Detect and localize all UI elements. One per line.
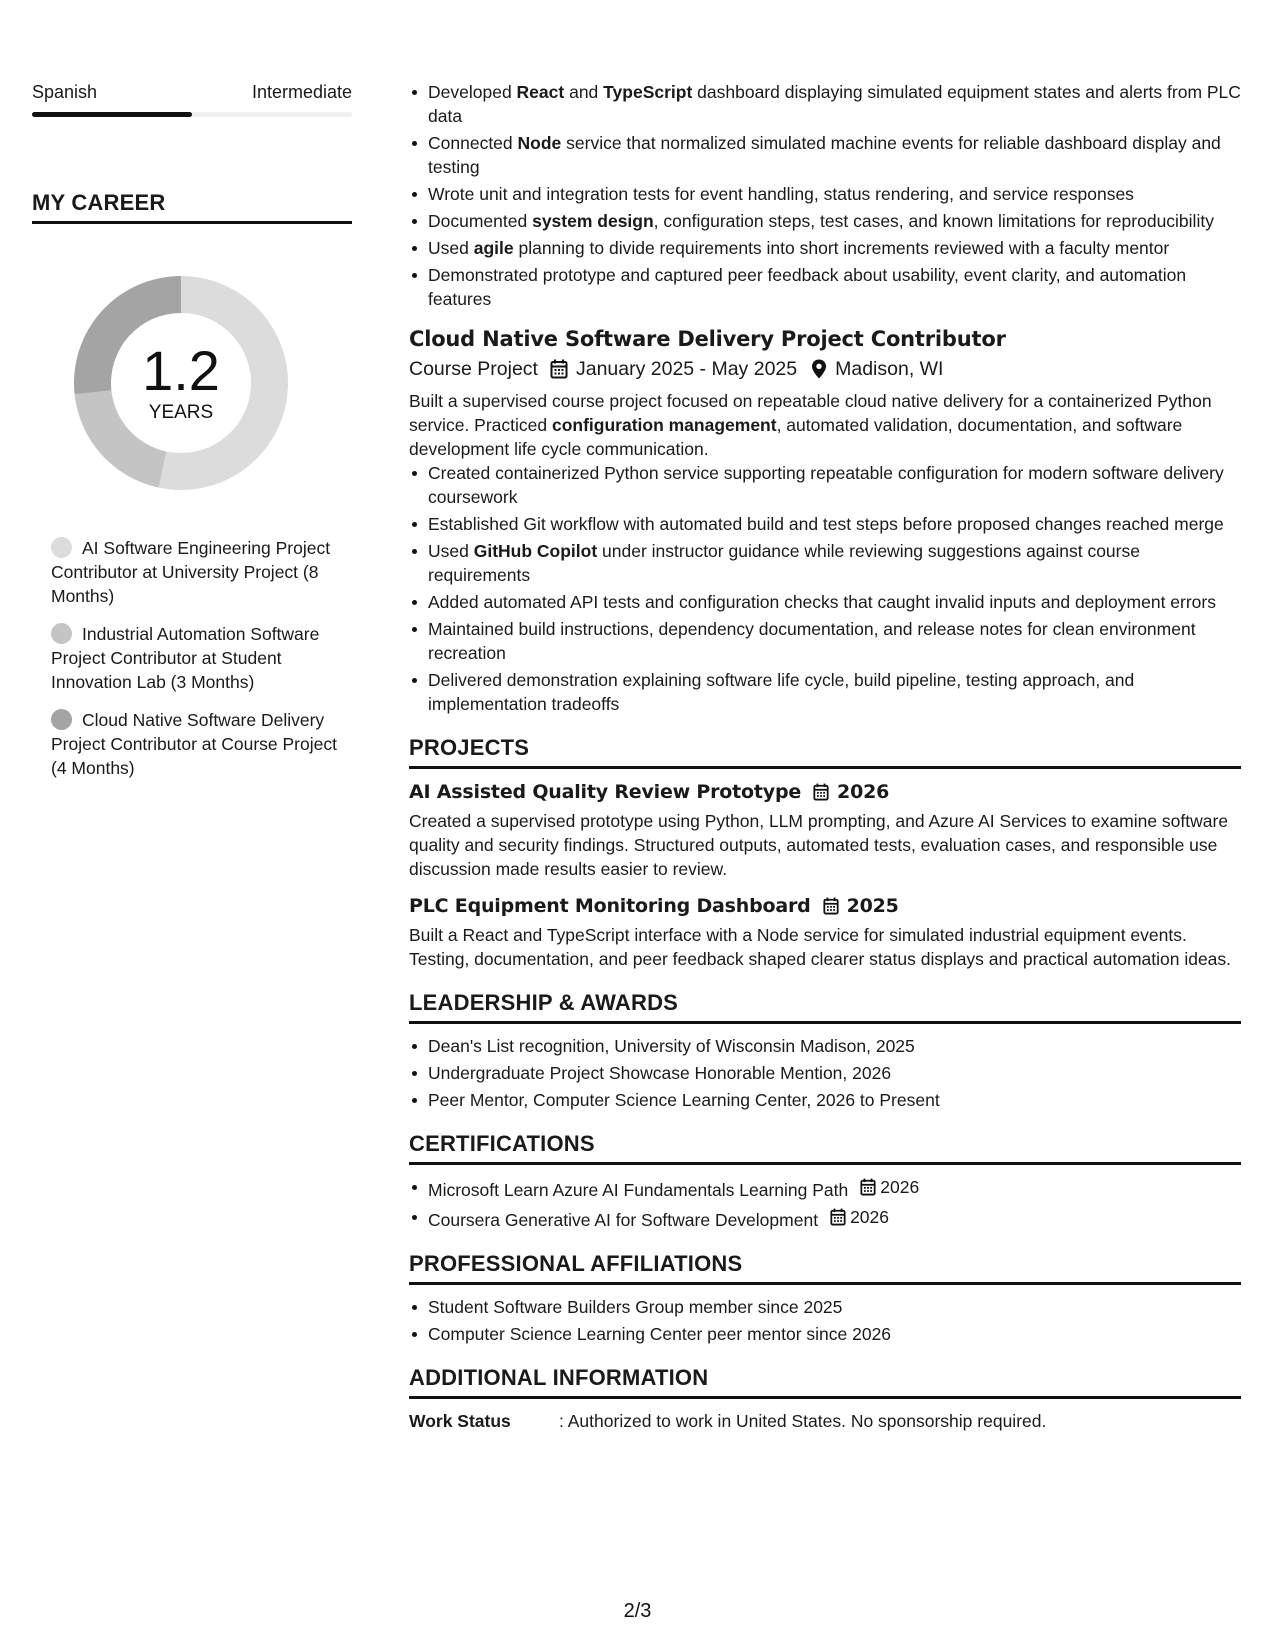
role-title: Cloud Native Software Delivery Project Contributor: [409, 327, 1006, 351]
leadership-item: Dean's List recognition, University of Wisconsin Madison, 2025: [409, 1034, 1241, 1058]
legend-dot-icon: [51, 623, 72, 644]
affiliation-item: Student Software Builders Group member since 2025: [409, 1295, 1241, 1319]
certification-year: [830, 1205, 889, 1229]
bold-keyword: TypeScript: [603, 82, 693, 102]
project-year: 2025: [846, 895, 899, 917]
project-year: 2026: [837, 781, 890, 803]
role-company: Course Project: [409, 358, 538, 380]
location-pin-icon: [811, 359, 827, 379]
role-bullet: Maintained build instructions, dependency documentation, and release notes for clean environment recreation: [409, 617, 1241, 665]
career-legend: [51, 536, 352, 780]
role-bullets: [409, 461, 1241, 716]
role-summary: Built a supervised course project focused on repeatable cloud native delivery for a containerized Python service. Practiced configuration management, automated validation, documentation, and software development life cycle communication.: [409, 391, 1212, 459]
projects-list: [409, 779, 1241, 971]
experience-bullet: Used agile planning to divide requirements into short increments reviewed with a faculty mentor: [409, 236, 1241, 260]
bold-keyword: GitHub Copilot: [473, 541, 598, 561]
career-donut-chart: [66, 268, 296, 498]
affiliations-heading-rule: [409, 1282, 1241, 1285]
role-bullet: Delivered demonstration explaining software life cycle, build pipeline, testing approach, and implementation tradeoffs: [409, 668, 1241, 716]
certification-item: [409, 1175, 1241, 1202]
career-heading: MY CAREER: [32, 190, 166, 215]
legend-dot-icon: [51, 537, 72, 558]
career-legend-label: Cloud Native Software Delivery Project Contributor at Course Project (4 Months): [51, 710, 337, 778]
additional-heading-rule: [409, 1396, 1241, 1399]
role-bullet: Added automated API tests and configuration checks that caught invalid inputs and deployment errors: [409, 590, 1241, 614]
experience-bullet: Wrote unit and integration tests for event handling, status rendering, and service responses: [409, 182, 1241, 206]
legend-dot-icon: [51, 709, 72, 730]
work-status-value: : Authorized to work in United States. No sponsorship required.: [559, 1411, 1047, 1431]
additional-heading: ADDITIONAL INFORMATION: [409, 1365, 709, 1390]
project-name: PLC Equipment Monitoring Dashboard: [409, 895, 811, 917]
certifications-heading-rule: [409, 1162, 1241, 1165]
career-legend-label: AI Software Engineering Project Contributor at University Project (8 Months): [51, 538, 331, 606]
bold-keyword: Node: [517, 133, 562, 153]
certification-year: [860, 1175, 919, 1199]
page-number: 2/3: [623, 1600, 652, 1622]
work-status-row: [409, 1409, 1241, 1433]
bold-keyword: agile: [473, 238, 514, 258]
project-description: Created a supervised prototype using Python, LLM prompting, and Azure AI Services to examine software quality and security findings. Structured outputs, automated tests, evaluation cases, and responsible use discussion made results easier to review.: [409, 811, 1229, 879]
project-description: Built a React and TypeScript interface with a Node service for simulated industrial equipment events. Testing, documentation, and peer feedback shaped clearer status displays and practical automation ideas.: [409, 925, 1232, 969]
project-name: AI Assisted Quality Review Prototype: [409, 781, 802, 803]
career-total: [66, 268, 296, 498]
career-legend-item: [51, 536, 352, 608]
certifications-list: [409, 1175, 1241, 1232]
role-location: Madison, WI: [835, 358, 944, 380]
affiliations-list: [409, 1295, 1241, 1346]
calendar-icon: [860, 1178, 876, 1196]
experience-bullet: Demonstrated prototype and captured peer feedback about usability, event clarity, and automation features: [409, 263, 1241, 311]
main-column: [409, 80, 1241, 1433]
certification-year-text: 2026: [880, 1177, 920, 1197]
leadership-list: [409, 1034, 1241, 1112]
calendar-icon: [830, 1208, 846, 1226]
experience-continued-bullets: [409, 80, 1241, 311]
language-name: Spanish: [32, 82, 98, 102]
calendar-icon: [550, 359, 568, 379]
calendar-icon: [813, 783, 829, 801]
role-dates: January 2025 - May 2025: [575, 358, 798, 380]
work-status-label: Work Status: [409, 1411, 511, 1431]
projects-heading-rule: [409, 766, 1241, 769]
language-level: Intermediate: [251, 82, 352, 102]
certification-name: Coursera Generative AI for Software Development: [428, 1210, 819, 1230]
experience-bullet: Documented system design, configuration steps, test cases, and known limitations for reproducibility: [409, 209, 1241, 233]
role-bullet: Established Git workflow with automated build and test steps before proposed changes reached merge: [409, 512, 1241, 536]
project-title: [409, 779, 1241, 805]
language-row: [32, 80, 352, 104]
calendar-icon: [823, 897, 839, 915]
career-legend-item: [51, 708, 352, 780]
leadership-heading: LEADERSHIP & AWARDS: [409, 990, 679, 1015]
language-proficiency-fill: [32, 112, 192, 117]
certifications-heading: CERTIFICATIONS: [409, 1131, 595, 1156]
bold-keyword: system design: [532, 211, 654, 231]
bold-keyword: React: [516, 82, 565, 102]
affiliation-item: Computer Science Learning Center peer mentor since 2026: [409, 1322, 1241, 1346]
bold-keyword: configuration management: [551, 415, 777, 435]
role-bullet: Created containerized Python service supporting repeatable configuration for modern software delivery coursework: [409, 461, 1241, 509]
projects-heading: PROJECTS: [409, 735, 530, 760]
role-meta: [409, 355, 1241, 383]
affiliations-heading: PROFESSIONAL AFFILIATIONS: [409, 1251, 743, 1276]
leadership-item: Undergraduate Project Showcase Honorable Mention, 2026: [409, 1061, 1241, 1085]
role-bullet: Used GitHub Copilot under instructor guidance while reviewing suggestions against course requirements: [409, 539, 1241, 587]
leadership-item: Peer Mentor, Computer Science Learning Center, 2026 to Present: [409, 1088, 1241, 1112]
experience-bullet: Connected Node service that normalized simulated machine events for reliable dashboard display and testing: [409, 131, 1241, 179]
career-heading-rule: [32, 221, 352, 224]
career-total-unit: YEARS: [148, 402, 214, 423]
project-title: [409, 893, 1241, 919]
leadership-heading-rule: [409, 1021, 1241, 1024]
sidebar: [32, 80, 352, 794]
career-legend-item: [51, 622, 352, 694]
certification-name: Microsoft Learn Azure AI Fundamentals Learning Path: [428, 1180, 849, 1200]
career-legend-label: Industrial Automation Software Project Contributor at Student Innovation Lab (3 Months): [51, 624, 320, 692]
certification-year-text: 2026: [850, 1207, 889, 1227]
experience-bullet: Developed React and TypeScript dashboard displaying simulated equipment states and alerts from PLC data: [409, 80, 1241, 128]
career-total-value: 1.2: [142, 339, 220, 402]
certification-item: [409, 1205, 1241, 1232]
language-proficiency-bar: [32, 112, 352, 117]
